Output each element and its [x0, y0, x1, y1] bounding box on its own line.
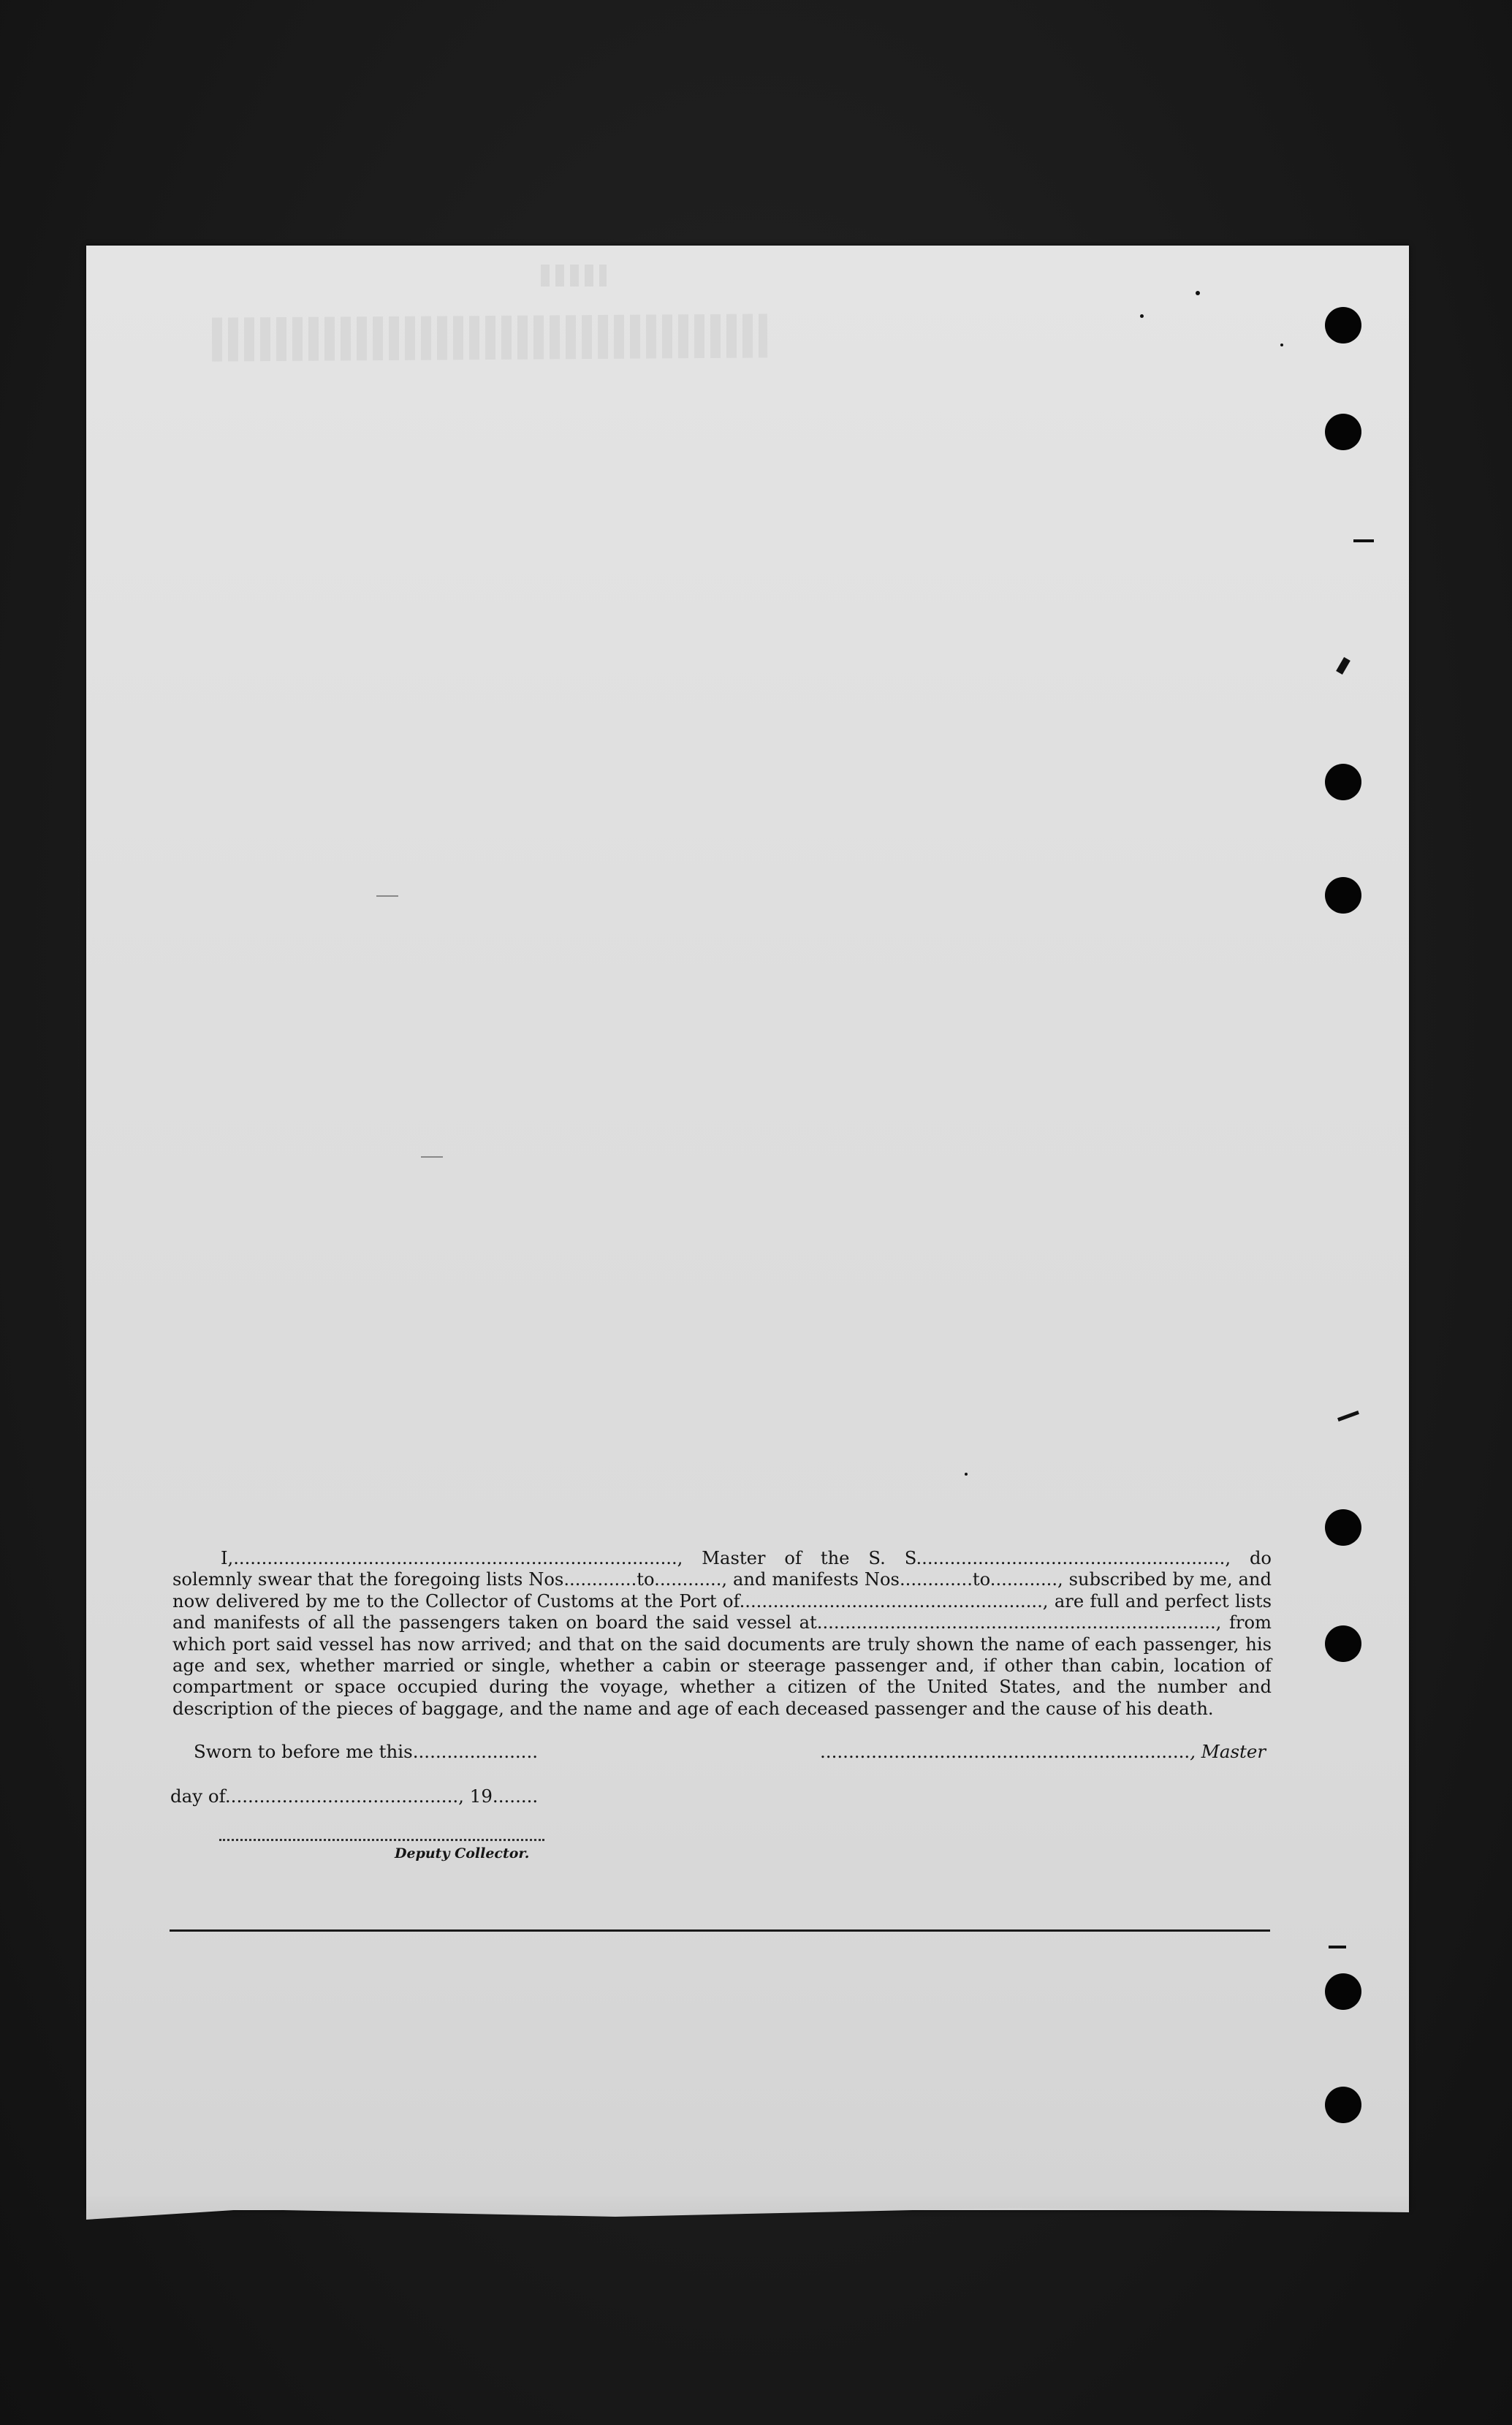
master-label: , Master: [1190, 1741, 1266, 1762]
stray-mark: [1329, 1946, 1346, 1948]
sworn-line: [194, 1741, 538, 1762]
punch-hole: [1325, 1973, 1361, 2010]
punch-hole: [1325, 1625, 1361, 1662]
punch-hole: [1325, 2087, 1361, 2123]
punch-hole: [1325, 414, 1361, 450]
master-signature-dots: .................................................................: [820, 1741, 1190, 1762]
bleed-through-heading: [212, 314, 767, 361]
oath-of-master: [172, 1548, 1272, 1720]
day-of-text: day of........................................., 19........: [170, 1785, 539, 1807]
stray-mark: [1280, 344, 1283, 346]
horizontal-rule: [170, 1929, 1270, 1932]
sworn-label: Sworn to before me this......................: [194, 1741, 539, 1762]
stray-mark: [1196, 291, 1200, 295]
stray-mark: [421, 1156, 443, 1158]
oath-text: I,..............................................................................., Master of the S. S......................................................., do solemnly swear that the foregoing lists Nos.............to............, and manifests Nos.............to............, subscribed by me, and now delivered by me to the Collector of Customs at the Port of......................................................, are full and perfect lists and manifests of all the passengers taken on board the said vessel at......................................................................., from which port said vessel has now arrived; and that on the said documents are truly shown the name of each passenger, his age and sex, whether married or single, whether a cabin or steerage passenger and, if other than cabin, location of compartment or space occupied during the voyage, whether a citizen of the United States, and the number and description of the pieces of baggage, and the name and age of each deceased passenger and the cause of his death.: [172, 1548, 1272, 1719]
bleed-through-number: [541, 265, 607, 286]
punch-hole: [1325, 877, 1361, 914]
deputy-collector-label: Deputy Collector.: [395, 1845, 530, 1862]
punch-hole: [1325, 1509, 1361, 1546]
punch-hole: [1325, 764, 1361, 800]
deputy-collector-signature-line: [219, 1839, 544, 1841]
stray-mark: [1140, 314, 1144, 318]
stray-mark: [965, 1473, 968, 1476]
punch-hole: [1325, 307, 1361, 344]
day-of-line: [170, 1785, 538, 1807]
stray-mark: [1353, 539, 1374, 542]
master-signature-line: [820, 1741, 1266, 1762]
manifest-page: [86, 246, 1409, 2210]
stray-mark: [376, 895, 398, 897]
